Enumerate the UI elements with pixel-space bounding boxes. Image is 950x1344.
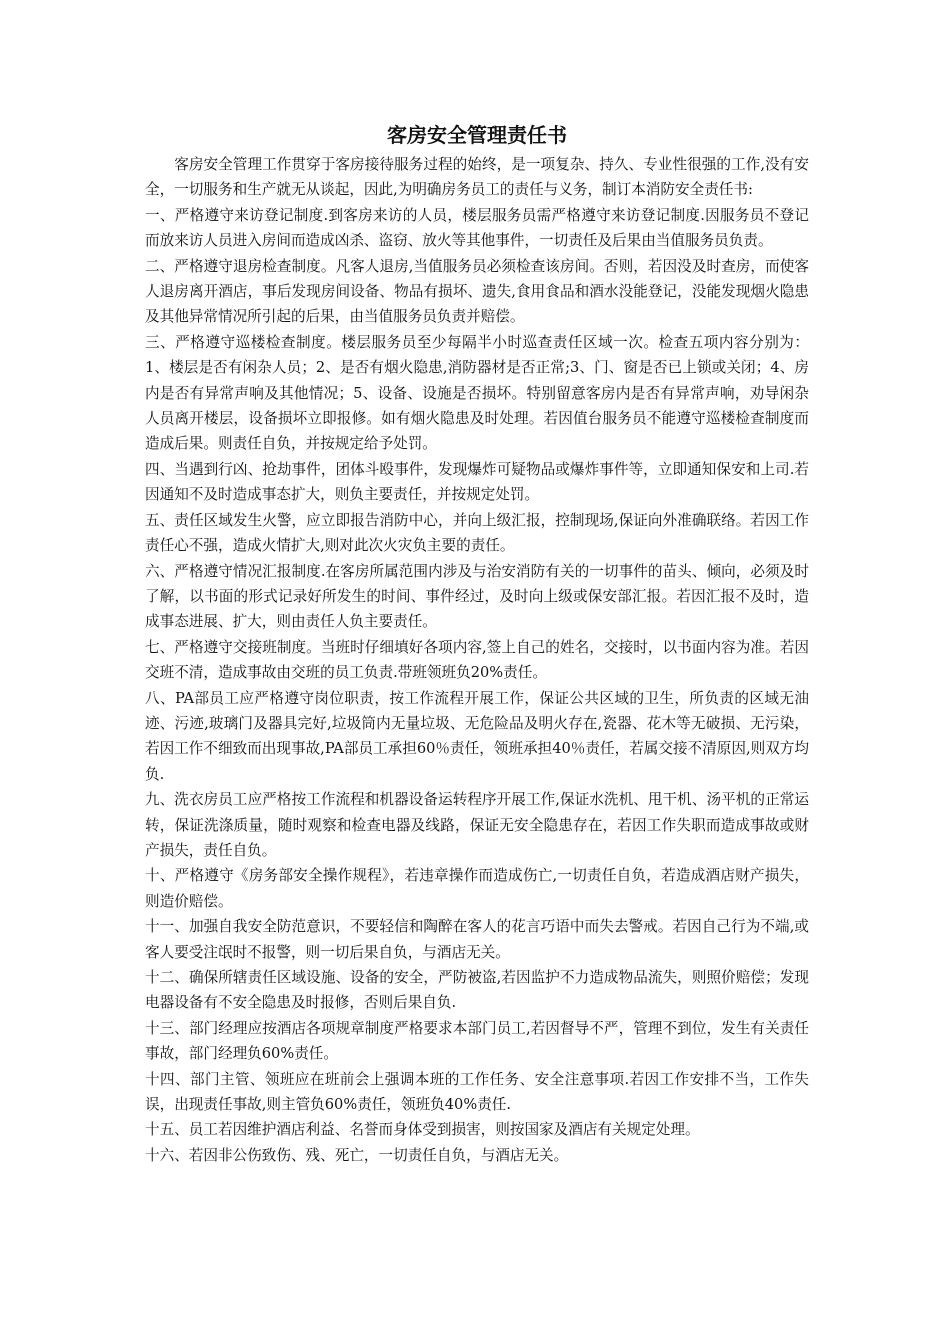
clause-13: 十三、部门经理应按酒店各项规章制度严格要求本部门员工,若因督导不严，管理不到位，发生有关责任事故，部门经理负60%责任。 (145, 1019, 809, 1063)
clause-15: 十五、员工若因维护酒店利益、名誉而身体受到损害，则按国家及酒店有关规定处理。 (145, 1121, 700, 1139)
clause-2: 二、严格遵守退房检查制度。凡客人退房,当值服务员必须检查该房间。否则，若因没及时查房，而使客人退房离开酒店，事后发现房间设备、物品有损坏、遗失,食用食品和酒水没能登记，没能发现烟火隐患及其他异常情况所引起的后果，由当值服务员负责并赔偿。 (145, 257, 809, 326)
document-title: 客房安全管理责任书 (387, 123, 567, 147)
clause-3: 三、严格遵守巡楼检查制度。楼层服务员至少每隔半小时巡查责任区域一次。检查五项内容分别为：1、楼层是否有闲杂人员；2、是否有烟火隐患,消防器材是否正常;3、门、窗是否已上锁或关闭；4、房内是否有异常声响及其他情况；5、设备、设施是否损坏。特别留意客房内是否有异常声响，劝导闲杂人员离开楼层，设备损坏立即报修。如有烟火隐患及时处理。若因值台服务员不能遵守巡楼检查制度而造成后果。则责任自负，并按规定给予处罚。 (145, 333, 809, 453)
clause-7: 七、严格遵守交接班制度。当班时仔细填好各项内容,签上自己的姓名，交接时，以书面内容为准。若因交班不清，造成事故由交班的员工负责.带班领班负20%责任。 (145, 638, 809, 682)
clause-5: 五、责任区域发生火警，应立即报告消防中心，并向上级汇报，控制现场,保证向外准确联络。若因工作责任心不强，造成火情扩大,则对此次火灾负主要的责任。 (145, 511, 809, 555)
clause-6: 六、严格遵守情况汇报制度.在客房所属范围内涉及与治安消防有关的一切事件的苗头、倾向，必须及时了解，以书面的形式记录好所发生的时间、事件经过，及时向上级或保安部汇报。若因汇报不及时，造成事态进展、扩大，则由责任人负主要责任。 (145, 562, 809, 631)
document-page (145, 120, 809, 1168)
intro-paragraph: 客房安全管理工作贯穿于客房接待服务过程的始终，是一项复杂、持久、专业性很强的工作,没有安全，一切服务和生产就无从谈起，因此,为明确房务员工的责任与义务，制订本消防安全责任书: (145, 156, 809, 199)
clause-12: 十二、确保所辖责任区域设施、设备的安全，严防被盗,若因监护不力造成物品流失，则照价赔偿；发现电器设备有不安全隐患及时报修，否则后果自负. (145, 969, 809, 1012)
clause-4: 四、当遇到行凶、抢劫事件，团体斗殴事件，发现爆炸可疑物品或爆炸事件等，立即通知保安和上司.若因通知不及时造成事态扩大，则负主要责任，并按规定处罚。 (145, 460, 809, 504)
clause-9: 九、洗衣房员工应严格按工作流程和机器设备运转程序开展工作,保证水洗机、甩干机、汤平机的正常运转，保证洗涤质量，随时观察和检查电器及线路，保证无安全隐患存在，若因工作失职而造成事故或财产损失，责任自负。 (145, 791, 809, 859)
clause-1: 一、严格遵守来访登记制度.到客房来访的人员，楼层服务员需严格遵守来访登记制度.因服务员不登记而放来访人员进入房间而造成凶杀、盗窃、放火等其他事件，一切责任及后果由当值服务员负责。 (145, 206, 809, 250)
clause-14: 十四、部门主管、领班应在班前会上强调本班的工作任务、安全注意事项.若因工作安排不当，工作失误，出现责任事故,则主管负60%责任，领班负40%责任. (145, 1070, 809, 1114)
clause-8: 八、PA部员工应严格遵守岗位职责，按工作流程开展工作，保证公共区域的卫生，所负责的区域无油迹、污迹,玻璃门及器具完好,垃圾筒内无量垃圾、无危险品及明火存在,瓷器、花木等无破损、无污染，若因工作不细致而出现事故,PA部员工承担60％责任，领班承担40％责任，若属交接不清原因,则双方均负. (145, 689, 809, 783)
clause-16: 十六、若因非公伤致伤、残、死亡，一切责任自负，与酒店无关。 (145, 1146, 569, 1164)
clause-10: 十、严格遵守《房务部安全操作规程》，若违章操作而造成伤亡,一切责任自负，若造成酒店财产损失，则造价赔偿。 (145, 867, 809, 910)
clause-11: 十一、加强自我安全防范意识，不要轻信和陶醉在客人的花言巧语中而失去警戒。若因自己行为不端,或客人要受注氓时不报警，则一切后果自负，与酒店无关。 (145, 918, 809, 961)
